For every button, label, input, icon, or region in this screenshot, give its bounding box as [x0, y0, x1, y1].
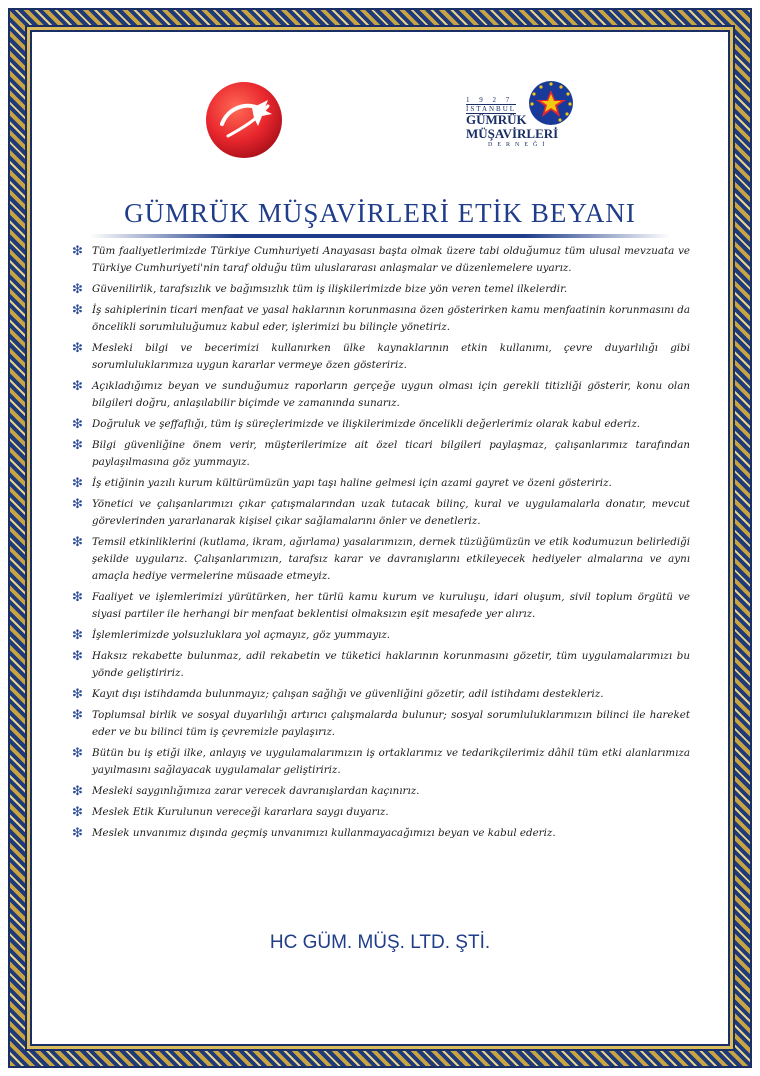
snowflake-bullet-icon: ❇ [72, 438, 83, 453]
list-item: ❇ Mesleki bilgi ve becerimizi kullanırken ülke kaynaklarının etkin kullanımı, çevre duyarlılığı gibi sorumluluklarımıza uygun kararlar vermeye özen gösteririz. [72, 341, 690, 371]
page-title: GÜMRÜK MÜŞAVİRLERİ ETİK BEYANI [124, 198, 636, 228]
association-logo [460, 78, 580, 158]
snowflake-bullet-icon: ❇ [72, 649, 83, 664]
list-item: ❇ Temsil etkinliklerini (kutlama, ikram, ağırlama) yasalarımızın, dernek tüzüğümüzün ve etik kodumuzun belirlediği şekilde uygularız. Çalışanlarımızın, tarafsız karar ve davranışlarını etkileyecek hediyeler almalarına ve aynı amaçla hediye vermelerine müsaade etmeyiz. [72, 535, 690, 582]
snowflake-bullet-icon: ❇ [72, 417, 83, 432]
association-name-line-1: GÜMRÜK [466, 112, 527, 127]
company-logo [202, 78, 286, 162]
list-item: ❇ Meslek Etik Kurulunun vereceği kararlara saygı duyarız. [72, 805, 389, 820]
star-emblem-icon [526, 78, 576, 128]
list-item: ❇ Tüm faaliyetlerimizde Türkiye Cumhuriyeti Anayasası başta olmak üzere tabi olduğumuz tüm ulusal mevzuata ve Türkiye Cumhuriyeti'nin taraf olduğu tüm uluslararası anlaşmalar ve düzenlemelere uyarız. [72, 244, 690, 274]
list-item: ❇ İş etiğinin yazılı kurum kültürümüzün yapı taşı haline gelmesi için azami gayret ve özeni gösteririz. [72, 476, 612, 491]
snowflake-bullet-icon: ❇ [72, 341, 83, 356]
snowflake-bullet-icon: ❇ [72, 805, 83, 820]
list-item: ❇ Meslek unvanımız dışında geçmiş unvanımızı kullanmayacağımızı beyan ve kabul ederiz. [72, 826, 556, 841]
list-item: ❇ İşlemlerimizde yolsuzluklara yol açmayız, göz yummayız. [72, 628, 391, 643]
list-item: ❇ Bilgi güvenliğine önem verir, müşterilerimize ait özel ticari bilgileri paylaşmaz, çalışanlarımız tarafından paylaşılmasına göz yummayız. [72, 438, 690, 468]
association-city: İSTANBUL [466, 105, 517, 113]
ethics-statement-list [72, 243, 690, 846]
title-divider [90, 234, 670, 238]
snowflake-bullet-icon: ❇ [72, 826, 83, 841]
list-item: ❇ Açıkladığımız beyan ve sunduğumuz raporların gerçeğe uygun olması için gerekli titizliği gösterir, konu olan bilgileri doğru, anlaşılabilir biçimde ve zamanında sunarız. [72, 379, 690, 409]
list-item: ❇ Doğruluk ve şeffaflığı, tüm iş süreçlerimizde ve ilişkilerimizde öncelikli değerlerimiz olarak kabul ederiz. [72, 417, 641, 432]
snowflake-bullet-icon: ❇ [72, 784, 83, 799]
snowflake-bullet-icon: ❇ [72, 379, 83, 394]
list-item: ❇ Bütün bu iş etiği ilke, anlayış ve uygulamalarımızın iş ortaklarımız ve tedarikçilerimiz dâhil tüm etki alanlarımıza yayılmasını sağlayacak uygulamalar geliştiririz. [72, 746, 690, 776]
snowflake-bullet-icon: ❇ [72, 590, 83, 605]
list-item: ❇ İş sahiplerinin ticari menfaat ve yasal haklarının korunmasına özen gösterirken kamu menfaatinin korunmasını da öncelikli sorumluluğumuz kabul eder, işlerimizi bu bilinçle yönetiriz. [72, 303, 690, 333]
snowflake-bullet-icon: ❇ [72, 282, 83, 297]
association-year: 1 9 2 7 [466, 96, 514, 104]
company-name: HC GÜM. MÜŞ. LTD. ŞTİ. [269, 932, 491, 953]
list-item: ❇ Toplumsal birlik ve sosyal duyarlılığı artırıcı çalışmalarda bulunur; sosyal sorumluluklarımızın bilinci ile hareket eder ve bu bilinci tüm iş çevremizle paylaşırız. [72, 708, 690, 738]
list-item: ❇ Güvenilirlik, tarafsızlık ve bağımsızlık tüm iş ilişkilerimizde bize yön veren temel ilkelerdir. [72, 282, 568, 297]
snowflake-bullet-icon: ❇ [72, 687, 83, 702]
snowflake-bullet-icon: ❇ [72, 708, 83, 723]
list-item: ❇ Yönetici ve çalışanlarımızı çıkar çatışmalarından uzak tutacak bilinç, kural ve uygulamalarla donatır, mevcut görevlerinden yararlanarak kişisel çıkar sağlamalarını önler ve denetleriz. [72, 497, 690, 527]
list-item: ❇ Faaliyet ve işlemlerimizi yürütürken, her türlü kamu kurum ve kuruluşu, idari oluşum, sivil toplum örgütü ve siyasi partiler ile herhangi bir menfaat beklentisi olmaksızın eşit mesafede yer alırız. [72, 590, 690, 620]
association-type: DERNEĞİ [488, 142, 550, 148]
snowflake-bullet-icon: ❇ [72, 244, 83, 259]
list-item: ❇ Kayıt dışı istihdamda bulunmayız; çalışan sağlığı ve güvenliğini gözetir, adil istihdamı destekleriz. [72, 687, 604, 702]
snowflake-bullet-icon: ❇ [72, 497, 83, 512]
snowflake-bullet-icon: ❇ [72, 476, 83, 491]
association-name-line-2: MÜŞAVİRLERİ [466, 126, 559, 141]
list-item: ❇ Mesleki saygınlığımıza zarar verecek davranışlardan kaçınırız. [72, 784, 420, 799]
list-item: ❇ Haksız rekabette bulunmaz, adil rekabetin ve tüketici haklarının korunmasını gözetir, tüm uygulamalarımızı bu yönde geliştiririz. [72, 649, 690, 679]
snowflake-bullet-icon: ❇ [72, 535, 83, 550]
snowflake-bullet-icon: ❇ [72, 628, 83, 643]
snowflake-bullet-icon: ❇ [72, 746, 83, 761]
snowflake-bullet-icon: ❇ [72, 303, 83, 318]
